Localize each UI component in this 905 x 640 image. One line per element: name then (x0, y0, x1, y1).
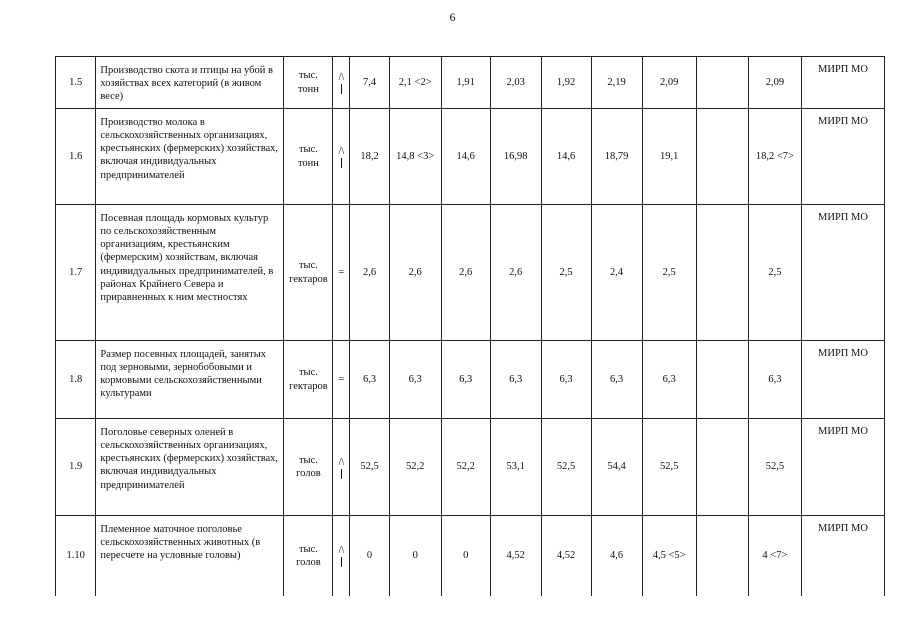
row-number: 1.10 (56, 516, 96, 596)
value-cell: 2,6 (490, 205, 541, 341)
responsible: МИРП МО (801, 419, 884, 516)
value-cell: 4,5 <5> (642, 516, 696, 596)
direction-symbol: = (338, 373, 345, 385)
value-cell: 52,2 (441, 419, 490, 516)
direction-cell (333, 516, 350, 596)
direction-cell (333, 109, 350, 205)
row-number: 1.6 (56, 109, 96, 205)
page-number: 6 (449, 10, 456, 24)
responsible: МИРП МО (801, 341, 884, 419)
unit: тыс. тонн (284, 109, 333, 205)
increase-arrow-icon (339, 458, 345, 479)
table-row (56, 205, 885, 341)
value-cell: 7,4 (350, 57, 389, 109)
direction-cell (333, 57, 350, 109)
value-cell (696, 109, 748, 205)
value-cell: 2,5 (541, 205, 591, 341)
value-cell (696, 516, 748, 596)
value-cell: 18,2 (350, 109, 389, 205)
value-cell: 0 (441, 516, 490, 596)
increase-arrow-icon (339, 73, 345, 94)
value-cell: 2,09 (748, 57, 801, 109)
value-cell: 2,19 (591, 57, 642, 109)
value-cell: 2,03 (490, 57, 541, 109)
value-cell (696, 341, 748, 419)
value-cell: 6,3 (748, 341, 801, 419)
value-cell: 0 (389, 516, 441, 596)
value-cell: 19,1 (642, 109, 696, 205)
responsible: МИРП МО (801, 205, 884, 341)
value-cell: 6,3 (591, 341, 642, 419)
value-cell: 1,91 (441, 57, 490, 109)
indicator-name: Размер посевных площадей, занятых под зерновыми, зернобобовыми и кормовыми сельскохозяйственными культурами (96, 341, 284, 419)
value-cell: 2,1 <2> (389, 57, 441, 109)
value-cell: 1,92 (541, 57, 591, 109)
value-cell: 6,3 (389, 341, 441, 419)
direction-symbol: = (338, 266, 345, 278)
row-number: 1.5 (56, 57, 96, 109)
value-cell: 6,3 (490, 341, 541, 419)
direction-symbol: /\ (338, 72, 345, 83)
value-cell: 18,2 <7> (748, 109, 801, 205)
indicator-name: Племенное маточное поголовье сельскохозяйственных животных (в пересчете на условные головы) (96, 516, 284, 596)
value-cell: 2,6 (389, 205, 441, 341)
indicator-name: Поголовье северных оленей в сельскохозяйственных организациях, крестьянских (фермерских) хозяйствах, включая индивидуальных предпринимателей (96, 419, 284, 516)
increase-arrow-icon (339, 147, 345, 168)
value-cell: 6,3 (642, 341, 696, 419)
table-row (56, 419, 885, 516)
value-cell: 52,5 (541, 419, 591, 516)
value-cell: 52,2 (389, 419, 441, 516)
unit: тыс. гектаров (284, 341, 333, 419)
value-cell: 2,09 (642, 57, 696, 109)
table-row (56, 57, 885, 109)
table-row (56, 341, 885, 419)
value-cell (696, 205, 748, 341)
value-cell: 16,98 (490, 109, 541, 205)
direction-symbol: /\ (338, 545, 345, 557)
value-cell (696, 57, 748, 109)
value-cell: 14,6 (541, 109, 591, 205)
value-cell: 52,5 (350, 419, 389, 516)
value-cell: 4,6 (591, 516, 642, 596)
value-cell: 4,52 (490, 516, 541, 596)
value-cell: 14,8 <3> (389, 109, 441, 205)
row-number: 1.7 (56, 205, 96, 341)
value-cell: 2,6 (350, 205, 389, 341)
value-cell: 6,3 (350, 341, 389, 419)
unit: тыс. голов (284, 516, 333, 596)
indicator-name: Производство молока в сельскохозяйственных организациях, крестьянских (фермерских) хозяйствах, включая индивидуальных предпринимателей (96, 109, 284, 205)
unit: тыс. голов (284, 419, 333, 516)
value-cell: 0 (350, 516, 389, 596)
table-row (56, 516, 885, 596)
value-cell: 14,6 (441, 109, 490, 205)
direction-symbol: /\ (338, 456, 345, 468)
indicators-table (55, 56, 885, 596)
table-row (56, 109, 885, 205)
responsible: МИРП МО (801, 57, 884, 109)
value-cell: 53,1 (490, 419, 541, 516)
increase-arrow-icon (339, 546, 345, 567)
value-cell: 4,52 (541, 516, 591, 596)
indicator-name: Посевная площадь кормовых культур по сельскохозяйственным организациям, крестьянским (фермерским) хозяйствам, включая индивидуальных предпринимателей, в районах Крайнего Севера и приравненных к ним местностях (96, 205, 284, 341)
row-number: 1.9 (56, 419, 96, 516)
indicator-name: Производство скота и птицы на убой в хозяйствах всех категорий (в живом весе) (96, 57, 284, 109)
direction-cell (333, 419, 350, 516)
value-cell: 52,5 (642, 419, 696, 516)
value-cell: 52,5 (748, 419, 801, 516)
direction-cell (333, 341, 350, 419)
direction-symbol: /\ (338, 146, 345, 157)
value-cell: 2,4 (591, 205, 642, 341)
value-cell: 18,79 (591, 109, 642, 205)
value-cell: 6,3 (441, 341, 490, 419)
value-cell: 2,5 (748, 205, 801, 341)
value-cell: 2,5 (642, 205, 696, 341)
unit: тыс. гектаров (284, 205, 333, 341)
responsible: МИРП МО (801, 516, 884, 596)
value-cell: 4 <7> (748, 516, 801, 596)
direction-cell (333, 205, 350, 341)
value-cell (696, 419, 748, 516)
responsible: МИРП МО (801, 109, 884, 205)
value-cell: 54,4 (591, 419, 642, 516)
value-cell: 6,3 (541, 341, 591, 419)
unit: тыс. тонн (284, 57, 333, 109)
value-cell: 2,6 (441, 205, 490, 341)
row-number: 1.8 (56, 341, 96, 419)
